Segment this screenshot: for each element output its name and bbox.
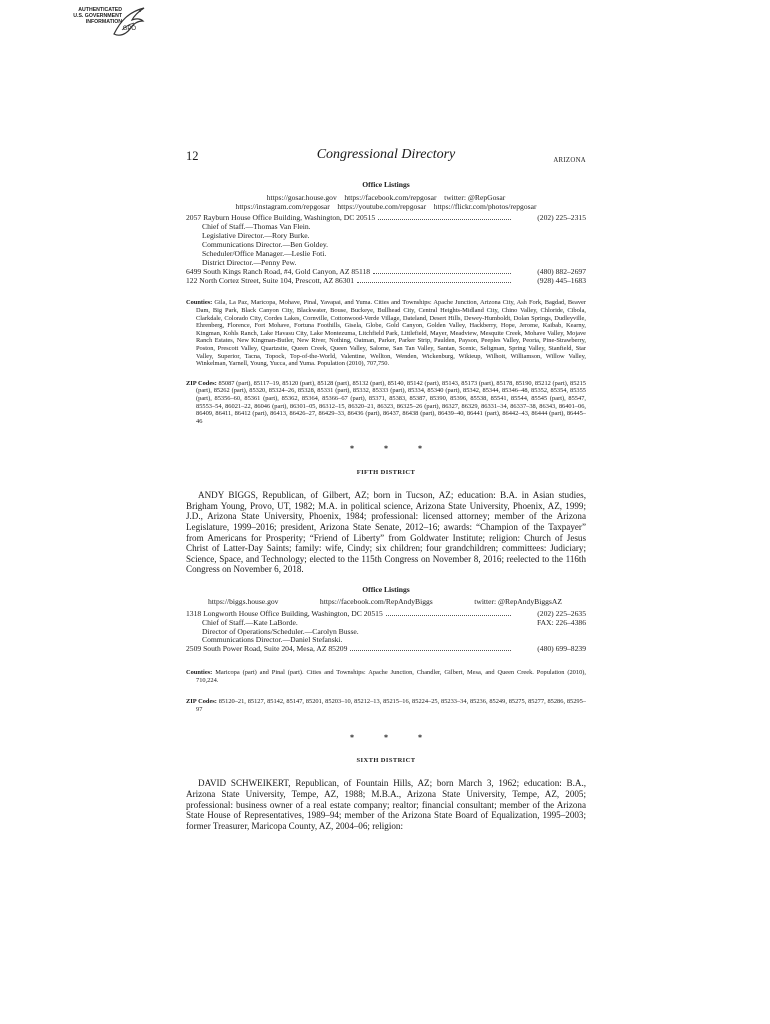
office-links-line-2: https://instagram.com/repgosar https://youtube.com/repgosar https://flickr.com/photos/repgosar [235, 202, 537, 212]
district-office-address: 122 North Cortez Street, Suite 104, Prescott, AZ 86301 [186, 275, 355, 285]
office-address-list [186, 610, 586, 654]
seal-line-2: U.S. GOVERNMENT [73, 13, 122, 19]
zip-codes-text: 85120–21, 85127, 85142, 85147, 85201, 85203–10, 85212–13, 85215–16, 85224–25, 85233–34, 85236, 85249, 85275, 85277, 85286, 85295–97 [196, 698, 587, 713]
district-office-phone: (928) 445–1683 [537, 275, 586, 285]
staff-entry: Legislative Director.—Rory Burke. [202, 231, 310, 241]
page-number: 12 [186, 149, 199, 163]
fax-number: FAX: 226–4386 [536, 617, 586, 627]
authentication-seal [58, 4, 150, 44]
staff-entry: Director of Operations/Scheduler.—Carolyn Busse. [202, 626, 359, 636]
seal-line-1: AUTHENTICATED [78, 7, 122, 13]
district-heading: SIXTH DISTRICT [356, 757, 416, 765]
staff-entry: Communications Director.—Ben Goldey. [202, 239, 329, 249]
section-separator: * * * [350, 732, 436, 742]
member-biography: ANDY BIGGS, Republican, of Gilbert, AZ; born in Tucson, AZ; education: B.A. in Asian studies, Brigham Young, Provo, UT, 1982; M.A. in political science, Arizona State University, Phoenix, AZ, 1999; J.D., Arizona State University, Phoenix, 1984; professional: licensed attorney; member of the Arizona Legislature, 1999–2016; president, Arizona State Senate, 2012–16; awards: “Champion of the Taxpayer” from Americans for Prosperity; “Friend of Liberty” from Goldwater Institute; religion: Church of Jesus Christ of Latter-Day Saints; family: wife, Cindy; six children; four grandchildren; committees: Judiciary; Science, Space, and Technology; elected to the 115th Congress on November 8, 2016; reelected to the 116th Congress on November 6, 2018. [186, 490, 586, 575]
leader-dots [373, 273, 511, 274]
seal-line-3: INFORMATION [85, 19, 122, 25]
office-links-line-1: https://gosar.house.gov https://facebook.com/repgosar twitter: @RepGosar [266, 192, 506, 202]
district-office-address: 2509 South Power Road, Suite 204, Mesa, AZ 85209 [186, 644, 348, 654]
section-separator: * * * [350, 444, 436, 454]
zip-codes-paragraph [186, 698, 586, 713]
dc-office-address: 2057 Rayburn House Office Building, Washington, DC 20515 [186, 213, 376, 223]
leader-dots [350, 650, 511, 651]
leader-dots [357, 282, 511, 283]
office-links [186, 598, 586, 607]
website-link: https://biggs.house.gov [208, 596, 279, 606]
office-address-list [186, 214, 586, 285]
staff-entry: Scheduler/Office Manager.—Leslie Foti. [202, 248, 327, 258]
district-office-phone: (480) 699–8239 [537, 644, 586, 654]
counties-label: Counties: [186, 669, 213, 677]
dc-office-address: 1318 Longworth House Office Building, Washington, DC 20515 [186, 608, 383, 618]
leader-dots [386, 615, 511, 616]
address-row [186, 645, 586, 654]
twitter-handle: twitter: @RepAndyBiggsAZ [474, 596, 562, 606]
eagle-icon [110, 4, 150, 42]
leader-dots [378, 219, 511, 220]
dc-office-phone: (202) 225–2315 [537, 213, 586, 223]
office-listings-heading: Office Listings [362, 584, 410, 594]
counties-paragraph [186, 299, 586, 367]
counties-text: Gila, La Paz, Maricopa, Mohave, Pinal, Yavapai, and Yuma. Cities and Townships: Apache Junction, Arizona City, Ash Fork, Bagdad, Beaver Dam, Big Park, Black Canyon City, Blackwater, Bouse, Buckeye, Bullhead City, Central Heights-Midland City, Chino Valley, Chloride, Cibola, Clarkdale, Colorado City, Cordes Lakes, Cornville, Cottonwood-Verde Village, Dateland, Desert Hills, Dewey-Humboldt, Dolan Springs, Dudleyville, Ehrenberg, Florence, Fort Mohave, Fortuna Foothills, Gisela, Globe, Gold Canyon, Golden Valley, Hackberry, Hope, Jerome, Kaibab, Kearny, Kingman, Kohls Ranch, Lake Havasu City, Lake Montezuma, Litchfield Park, Littlefield, Mayer, Meadview, Mesquite Creek, Mohave Valley, Mojave Ranch Estates, New Kingman-Butler, New River, Nothing, Oatman, Parker, Parker Strip, Paulden, Payson, Peeples Valley, Peoria, Pine-Strawberry, Poston, Prescott Valley, Quartzsite, Queen Creek, Queen Valley, Salome, San Tan Valley, Santan, Scenic, Seligman, Spring Valley, Stanfield, Star Valley, Superior, Tacna, Topock, Top-of-the-World, Valentine, Wellton, Wenden, Wickenburg, Wikieup, Wilhoit, Williamson, Willow Valley, Winkelman, Yarnell, Young, Yucca, and Yuma. Population (2010), 707,750. [196, 299, 586, 368]
running-head [186, 147, 586, 170]
seal-line-4: GPO [122, 26, 136, 32]
district-office-address: 6499 South Kings Ranch Road, #4, Gold Canyon, AZ 85118 [186, 266, 371, 276]
staff-entry: Chief of Staff.—Kate LaBorde. [202, 617, 298, 627]
zip-codes-label: ZIP Codes: [186, 698, 217, 706]
staff-entry: Communications Director.—Daniel Stefanski. [202, 635, 343, 645]
counties-text: Maricopa (part) and Pinal (part). Cities and Townships: Apache Junction, Chandler, Gilbert, Mesa, and Queen Creek. Population (2010), 710,224. [196, 669, 586, 684]
district-heading: FIFTH DISTRICT [356, 469, 416, 477]
dc-office-phone: (202) 225–2635 [537, 608, 586, 618]
zip-codes-paragraph [186, 380, 586, 426]
staff-entry: Chief of Staff.—Thomas Van Flein. [202, 222, 311, 232]
district-office-phone: (480) 882–2697 [537, 266, 586, 276]
counties-paragraph [186, 669, 586, 684]
member-biography: DAVID SCHWEIKERT, Republican, of Fountain Hills, AZ; born March 3, 1962; education: B.A., Arizona State University, Tempe, AZ, 1988; M.B.A., Arizona State University, Tempe, AZ, 2005; professional: business owner of a real estate company; realtor; financial consultant; member of the Arizona State House of Representatives, 1989–94; member of the Arizona State Board of Equalization, 1995–2003; former Treasurer, Maricopa County, AZ, 2004–06; religion: [186, 778, 586, 831]
counties-label: Counties: [186, 299, 213, 307]
page-title: Congressional Directory [316, 147, 456, 162]
page-content [186, 147, 587, 831]
facebook-link: https://facebook.com/RepAndyBiggs [319, 596, 433, 606]
zip-codes-label: ZIP Codes: [186, 379, 217, 387]
office-listings-heading: Office Listings [362, 180, 410, 189]
address-row [186, 277, 586, 286]
zip-codes-text: 85087 (part), 85117–19, 85120 (part), 85128 (part), 85132 (part), 85140, 85142 (part), 85143, 85173 (part), 85178, 85190, 85212 (part), 85215 (part), 85262 (part), 85320, 85324–26, 85328, 85331 (part), 85332, 85333 (part), 85334, 85340 (part), 85342, 85344, 85346–48, 85352, 85354, 85355 (part), 85356–60, 85361 (part), 85362, 85364, 85366–67 (part), 85371, 85383, 85387, 85390, 85396, 85538, 85541, 85544, 85545 (part), 85547, 85553–54, 86021–22, 86046 (part), 86301–05, 86312–15, 86320–21, 86323, 86325–26 (part), 86327, 86329, 86331–34, 86337–38, 86343, 86401–06, 86409, 86411, 86412 (part), 86413, 86426–27, 86429–33, 86436 (part), 86437, 86438 (part), 86439–40, 86441 (part), 86442–43, 86444 (part), 86445–46 [196, 379, 586, 425]
staff-entry: District Director.—Penny Pew. [202, 257, 297, 267]
state-name: ARIZONA [553, 157, 586, 164]
office-links [186, 193, 586, 211]
